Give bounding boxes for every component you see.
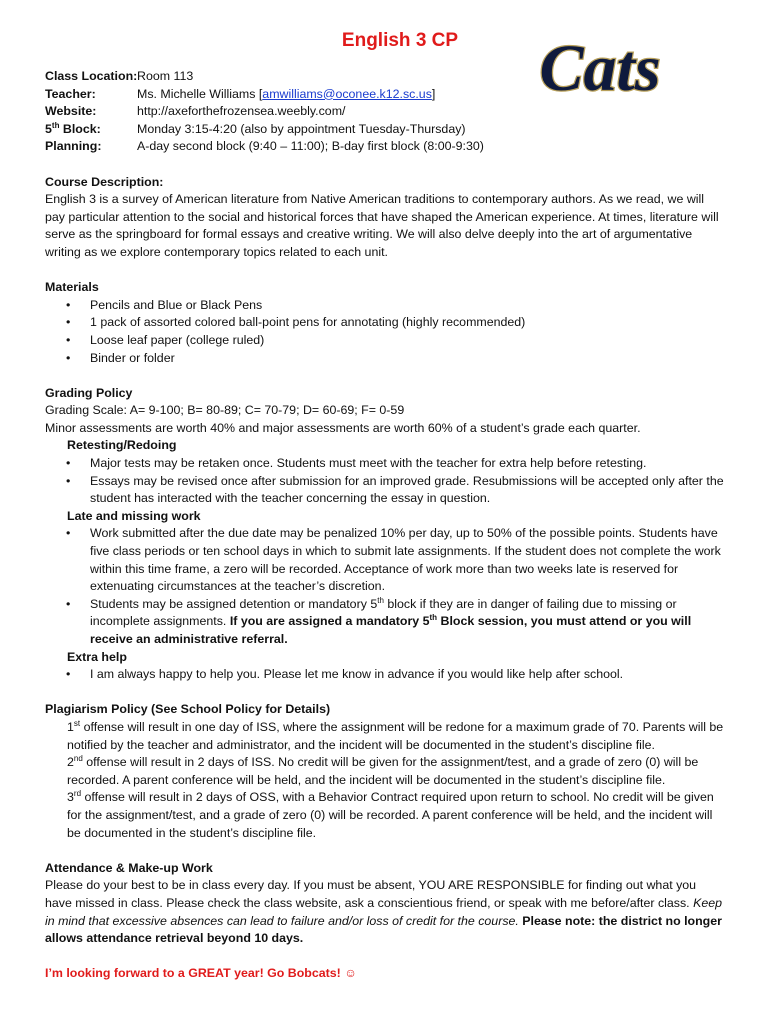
course-description-text: English 3 is a survey of American literature from Native American traditions to contemporary authors. As we read, we will pay particular attention to the social and historical forces that have shaped the American experience. At times, literature will serve as the springboard for formal essays and creative writing. We will also delve deeply into the art of argumentative writing as we explore contemporary topics related to each unit. [45, 192, 719, 259]
list-item: • Essays may be revised once after submission for an improved grade. Resubmissions will be accepted only after the student has interacted with the teacher concerning the essay in question. [45, 473, 725, 508]
subsection-heading: Retesting/Redoing [67, 438, 177, 453]
section-heading: Attendance & Make-up Work [45, 860, 213, 875]
info-label: Class Location: [45, 69, 138, 83]
info-label: Planning: [45, 139, 102, 154]
text-run: block if they are in danger of failing due to missing or incomplete assignments. [90, 596, 677, 629]
info-row-fifth-block [45, 121, 725, 139]
list-item: • Pencils and Blue or Black Pens [45, 297, 725, 315]
class-info [45, 68, 725, 156]
text-run: Students may be assigned detention or mandatory 5 [90, 596, 378, 611]
info-value [137, 86, 435, 104]
ordinal-suffix: st [73, 718, 81, 728]
info-label: Teacher: [45, 86, 96, 101]
ordinal-suffix: rd [73, 789, 82, 799]
offense-number: 3 [67, 790, 74, 805]
retesting-list [45, 455, 725, 508]
ordinal-suffix: th [429, 613, 438, 623]
section-heading: Course Description: [45, 174, 164, 189]
list-item: • Binder or folder [45, 350, 725, 368]
course-description-section [45, 174, 725, 262]
text-run: Please do your best to be in class every day. If you must be absent, YOU ARE RESPONSIBLE for finding out what you have missed in class. Please check the class website, ask a conscientious friend, or speak with me before/after class. [45, 878, 697, 910]
extra-help-list [45, 666, 725, 684]
plagiarism-section [45, 701, 725, 842]
ordinal-suffix: nd [73, 754, 83, 764]
list-item [45, 596, 725, 649]
page-title: English 3 CP [341, 30, 459, 51]
ordinal-suffix: th [377, 595, 384, 605]
offense-third [45, 789, 725, 842]
block-suffix: th [51, 120, 60, 130]
subsection-heading: Late and missing work [67, 508, 201, 523]
info-row-teacher [45, 86, 725, 104]
late-work-list [45, 525, 725, 648]
website-url[interactable]: http://axeforthefrozensea.weebly.com/ [137, 104, 346, 119]
section-heading: Grading Policy [45, 385, 133, 400]
offense-first [45, 719, 725, 754]
list-item: • Loose leaf paper (college ruled) [45, 332, 725, 350]
offense-text: offense will result in one day of ISS, where the assignment will be redone for a maximum grade of 70. Parents will be notified by the teacher and administrator, and the incident will be documented in the student’s discipline file. [67, 719, 724, 752]
info-value: Monday 3:15-4:20 (also by appointment Tuesday-Thursday) [137, 121, 466, 136]
info-row-planning [45, 138, 725, 156]
section-heading: Plagiarism Policy (See School Policy for Details) [45, 702, 331, 717]
text-run-italic: Keep in mind that excessive absences can lead to failure and/or loss of credit for the course. [45, 895, 723, 928]
info-label: Website: [45, 104, 97, 119]
offense-number: 2 [67, 755, 74, 770]
list-item: • Work submitted after the due date may be penalized 10% per day, up to 50% of the possible points. Students have five class periods or ten school days in which to submit late assignments. If the student does not complete the work within this time frame, a zero will be recorded. Acceptance of work more than two weeks late is reserved for extenuating circumstances at the teacher’s discretion. [45, 525, 725, 595]
offense-second [45, 754, 725, 789]
subsection-heading: Extra help [67, 649, 127, 664]
offense-text: offense will result in 2 days of OSS, with a Behavior Contract required upon return to school. No credit will be given for the assignment/test, and a grade of zero (0) will be recorded. A parent conference will be held, and the incident will be documented in the student’s discipline file. [67, 790, 714, 840]
block-label-rest: Block: [59, 121, 101, 136]
info-row-website [45, 103, 725, 121]
text-run: Block session, you must attend or you will receive an administrative referral. [90, 614, 692, 646]
info-value: A-day second block (9:40 – 11:00); B-day first block (8:00-9:30) [137, 139, 484, 154]
cats-logo-text: Cats [539, 32, 661, 104]
closing-message: I’m looking forward to a GREAT year! Go Bobcats! ☺ [45, 966, 357, 981]
offense-text: offense will result in 2 days of ISS. No credit will be given for the assignment/test, and a grade of zero (0) will be recorded. A parent conference will be held, and the incident will be documented in the student’s discipline file. [67, 755, 699, 787]
block-number: 5 [45, 121, 52, 136]
info-label [45, 121, 137, 139]
bracket-close: ] [431, 86, 436, 101]
grading-section [45, 385, 725, 684]
list-item: • I am always happy to help you. Please let me know in advance if you would like help after school. [45, 666, 725, 684]
text-run-bold: Please note: the district no longer allows attendance retrieval beyond 10 days. [45, 913, 722, 946]
list-item: • 1 pack of assorted colored ball-point pens for annotating (highly recommended) [45, 314, 725, 332]
section-heading: Materials [45, 280, 99, 295]
info-row-location [45, 68, 725, 86]
offense-number: 1 [67, 719, 74, 734]
list-item: • Major tests may be retaken once. Students must meet with the teacher for extra help before retesting. [45, 455, 725, 473]
teacher-name: Ms. Michelle Williams [ [137, 86, 263, 101]
grading-weights: Minor assessments are worth 40% and major assessments are worth 60% of a student’s grade each quarter. [45, 420, 641, 435]
materials-section [45, 279, 725, 367]
teacher-email-link[interactable]: amwilliams@oconee.k12.sc.us [262, 86, 432, 101]
grading-scale: Grading Scale: A= 9-100; B= 80-89; C= 70-79; D= 60-69; F= 0-59 [45, 403, 405, 418]
syllabus-page [45, 30, 725, 983]
attendance-section [45, 860, 725, 948]
text-run: If you are assigned a mandatory 5 [229, 614, 430, 629]
materials-list [45, 297, 725, 367]
info-value: Room 113 [137, 69, 194, 83]
attendance-text [45, 877, 725, 947]
